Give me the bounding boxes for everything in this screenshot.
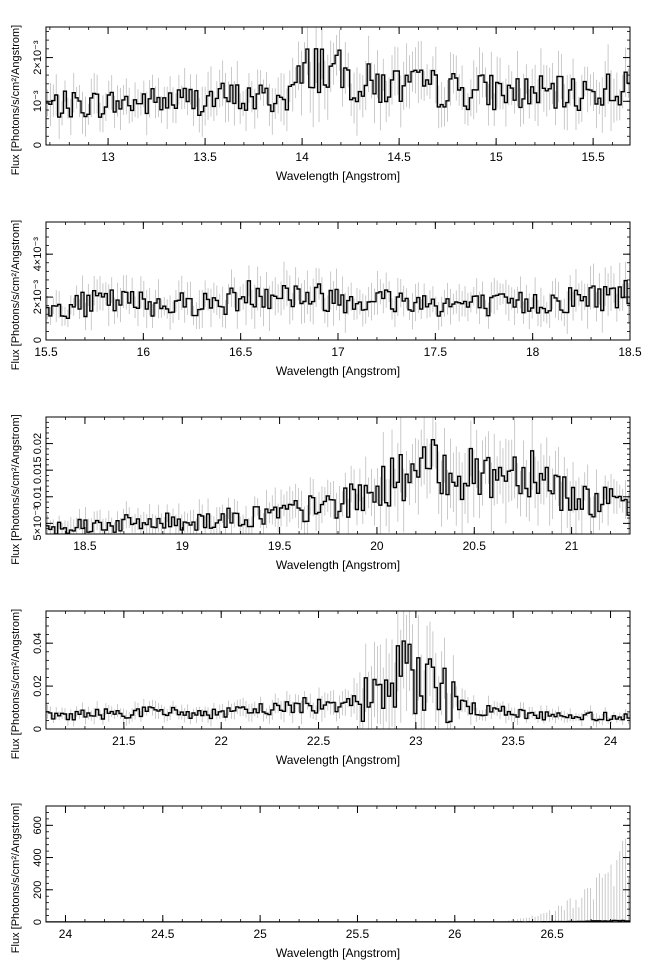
y-tick-label: 0.01 xyxy=(32,486,44,508)
y-tick-label: 0 xyxy=(32,141,44,149)
x-tick-label: 23 xyxy=(409,734,423,748)
x-tick-label: 13 xyxy=(101,150,115,164)
y-tick-label: 0 xyxy=(32,918,44,926)
y-tick-label: 2×10⁻³ xyxy=(32,279,44,315)
y-axis-label: Flux [Photons/s/cm²/Angstrom] xyxy=(10,24,22,176)
x-axis-label: Wavelength [Angstrom] xyxy=(275,169,401,183)
x-tick-label: 14 xyxy=(295,150,309,164)
x-tick-label: 24 xyxy=(58,927,73,941)
x-tick-label: 14.5 xyxy=(387,150,411,164)
y-axis-label: Flux [Photons/s/cm²/Angstrom] xyxy=(10,802,22,954)
y-tick-label: 0.02 xyxy=(32,675,44,697)
y-tick-label: 0 xyxy=(32,336,44,344)
x-tick-label: 13.5 xyxy=(193,150,217,164)
x-tick-label: 15.5 xyxy=(581,150,605,164)
y-tick-label: 0.02 xyxy=(32,432,44,455)
x-tick-label: 21 xyxy=(564,539,579,553)
x-tick-label: 26 xyxy=(448,927,462,941)
y-tick-label: 0 xyxy=(32,725,44,733)
x-axis-label: Wavelength [Angstrom] xyxy=(275,558,401,572)
y-tick-label: 600 xyxy=(32,816,44,835)
y-tick-label: 0.015 xyxy=(32,456,44,484)
x-axis-label: Wavelength [Angstrom] xyxy=(275,364,401,378)
x-tick-label: 18.5 xyxy=(73,539,97,553)
x-tick-label: 16 xyxy=(136,345,151,359)
y-tick-label: 5×10⁻³ xyxy=(32,506,44,541)
x-tick-label: 17 xyxy=(331,345,345,359)
x-tick-label: 16.5 xyxy=(228,345,253,359)
y-tick-label: 200 xyxy=(32,880,44,899)
x-tick-label: 22.5 xyxy=(306,734,331,748)
x-tick-label: 25.5 xyxy=(345,927,370,941)
x-tick-label: 19 xyxy=(175,539,189,553)
x-tick-label: 15 xyxy=(489,150,503,164)
x-tick-label: 17.5 xyxy=(423,345,448,359)
x-tick-label: 24.5 xyxy=(151,927,175,941)
y-tick-label: 400 xyxy=(32,848,44,867)
x-axis-label: Wavelength [Angstrom] xyxy=(275,753,401,767)
y-tick-label: 2×10⁻³ xyxy=(32,40,44,75)
y-axis-label: Flux [Photons/s/cm²/Angstrom] xyxy=(10,414,22,565)
y-tick-label: 0.04 xyxy=(32,632,44,654)
x-tick-label: 20.5 xyxy=(462,539,486,553)
x-axis-label: Wavelength [Angstrom] xyxy=(275,946,401,960)
x-tick-label: 25 xyxy=(253,927,267,941)
x-tick-label: 15.5 xyxy=(34,345,58,359)
x-tick-label: 24 xyxy=(603,734,618,748)
x-tick-label: 23.5 xyxy=(501,734,525,748)
y-axis-label: Flux [Photons/s/cm²/Angstrom] xyxy=(10,608,22,760)
y-tick-label: 4×10⁻³ xyxy=(32,237,44,272)
x-tick-label: 26.5 xyxy=(540,927,564,941)
x-tick-label: 20 xyxy=(370,539,384,553)
y-axis-label: Flux [Photons/s/cm²/Angstrom] xyxy=(10,219,22,371)
x-tick-label: 18 xyxy=(525,345,540,359)
x-tick-label: 21.5 xyxy=(112,734,136,748)
x-tick-label: 18.5 xyxy=(618,345,642,359)
y-tick-label: 10⁻³ xyxy=(32,90,44,113)
x-tick-label: 19.5 xyxy=(267,539,292,553)
x-tick-label: 22 xyxy=(214,734,228,748)
